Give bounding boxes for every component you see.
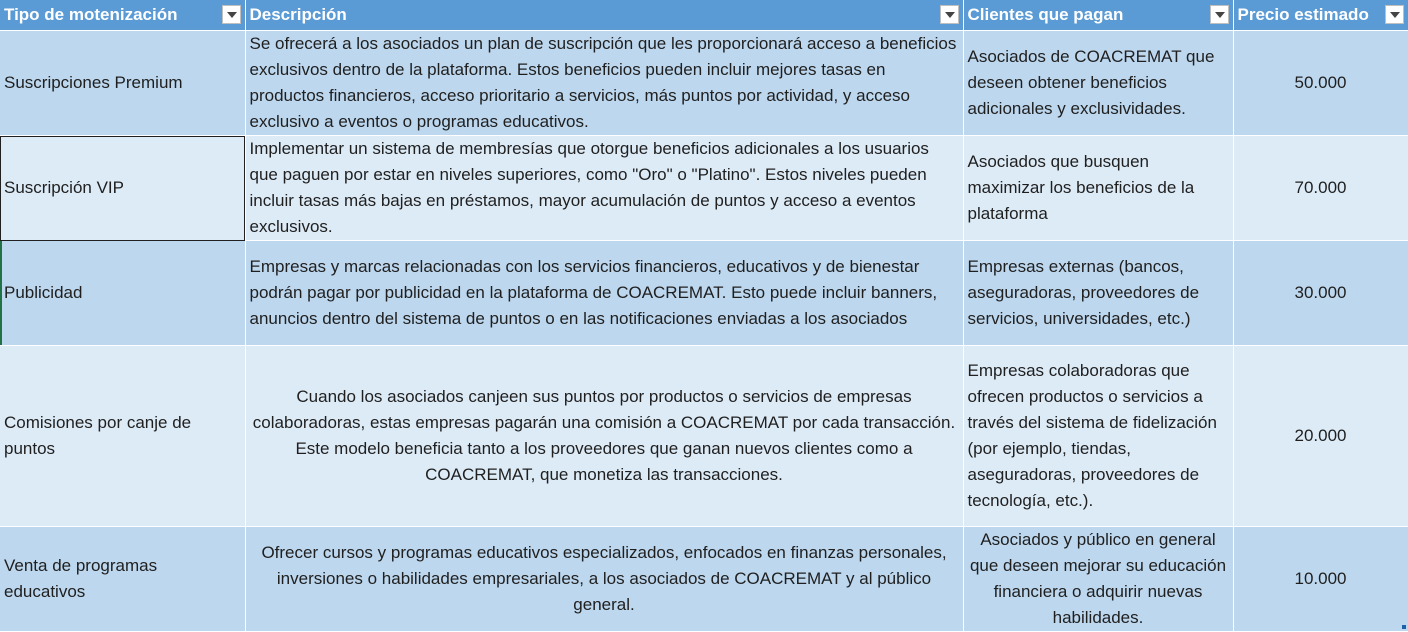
cell-tipo[interactable]: Venta de programas educativos bbox=[0, 527, 245, 632]
cell-descripcion[interactable]: Se ofrecerá a los asociados un plan de suscripción que les proporcionará acceso a beneficios exclusivos dentro de la plataforma. Estos beneficios pueden incluir mejores tasas en productos financieros, acceso prioritario a servicios, más puntos por actividad, y acceso exclusivo a eventos o programas educativos. bbox=[245, 31, 963, 136]
header-descripcion[interactable] bbox=[245, 0, 963, 31]
header-label: Precio estimado bbox=[1237, 5, 1369, 24]
cell-precio[interactable]: 20.000 bbox=[1233, 346, 1408, 527]
cell-precio-value: 10.000 bbox=[1294, 569, 1347, 588]
header-clientes[interactable] bbox=[963, 0, 1233, 31]
table-row bbox=[0, 31, 1408, 136]
header-row bbox=[0, 0, 1408, 31]
cell-precio[interactable]: 30.000 bbox=[1233, 241, 1408, 346]
filter-dropdown-icon[interactable] bbox=[1210, 5, 1229, 24]
cell-clientes[interactable]: Empresas externas (bancos, aseguradoras, proveedores de servicios, universidades, etc.) bbox=[963, 241, 1233, 346]
header-label: Descripción bbox=[249, 5, 347, 24]
cell-descripcion[interactable]: Cuando los asociados canjeen sus puntos por productos o servicios de empresas colaboradoras, estas empresas pagarán una comisión a COACREMAT por cada transacción. Este modelo beneficia tanto a los proveedores que ganan nuevos clientes como a COACREMAT, que monetiza las transacciones. bbox=[245, 346, 963, 527]
header-precio[interactable] bbox=[1233, 0, 1408, 31]
table-row bbox=[0, 527, 1408, 632]
cell-tipo[interactable]: Publicidad bbox=[0, 241, 245, 346]
table-row bbox=[0, 136, 1408, 241]
cell-descripcion[interactable]: Ofrecer cursos y programas educativos especializados, enfocados en finanzas personales, inversiones o habilidades empresariales, a los asociados de COACREMAT y al público general. bbox=[245, 527, 963, 632]
header-tipo[interactable] bbox=[0, 0, 245, 31]
cell-clientes[interactable]: Asociados que busquen maximizar los beneficios de la plataforma bbox=[963, 136, 1233, 241]
cell-clientes[interactable]: Empresas colaboradoras que ofrecen productos o servicios a través del sistema de fidelización (por ejemplo, tiendas, aseguradoras, proveedores de tecnología, etc.). bbox=[963, 346, 1233, 527]
table-row bbox=[0, 346, 1408, 527]
cell-clientes[interactable]: Asociados y público en general que deseen mejorar su educación financiera o adquirir nuevas habilidades. bbox=[963, 527, 1233, 632]
cell-precio[interactable] bbox=[1233, 527, 1408, 632]
filter-dropdown-icon[interactable] bbox=[940, 5, 959, 24]
cell-tipo[interactable]: Comisiones por canje de puntos bbox=[0, 346, 245, 527]
header-label: Tipo de motenización bbox=[4, 5, 178, 24]
cell-descripcion[interactable]: Empresas y marcas relacionadas con los servicios financieros, educativos y de bienestar podrán pagar por publicidad en la plataforma de COACREMAT. Esto puede incluir banners, anuncios dentro del sistema de puntos o en las notificaciones enviadas a los asociados bbox=[245, 241, 963, 346]
cell-clientes[interactable]: Asociados de COACREMAT que deseen obtener beneficios adicionales y exclusividades. bbox=[963, 31, 1233, 136]
cell-tipo[interactable]: Suscripción VIP bbox=[0, 136, 245, 241]
cell-tipo[interactable]: Suscripciones Premium bbox=[0, 31, 245, 136]
header-label: Clientes que pagan bbox=[967, 5, 1124, 24]
filter-dropdown-icon[interactable] bbox=[222, 5, 241, 24]
table-row bbox=[0, 241, 1408, 346]
cell-descripcion[interactable]: Implementar un sistema de membresías que otorgue beneficios adicionales a los usuarios que paguen por estar en niveles superiores, como "Oro" o "Platino". Estos niveles pueden incluir tasas más bajas en préstamos, mayor acumulación de puntos y acceso a eventos exclusivos. bbox=[245, 136, 963, 241]
table-resize-handle[interactable] bbox=[1402, 625, 1406, 629]
cell-precio[interactable]: 70.000 bbox=[1233, 136, 1408, 241]
filter-dropdown-icon[interactable] bbox=[1385, 5, 1404, 24]
cell-precio[interactable]: 50.000 bbox=[1233, 31, 1408, 136]
